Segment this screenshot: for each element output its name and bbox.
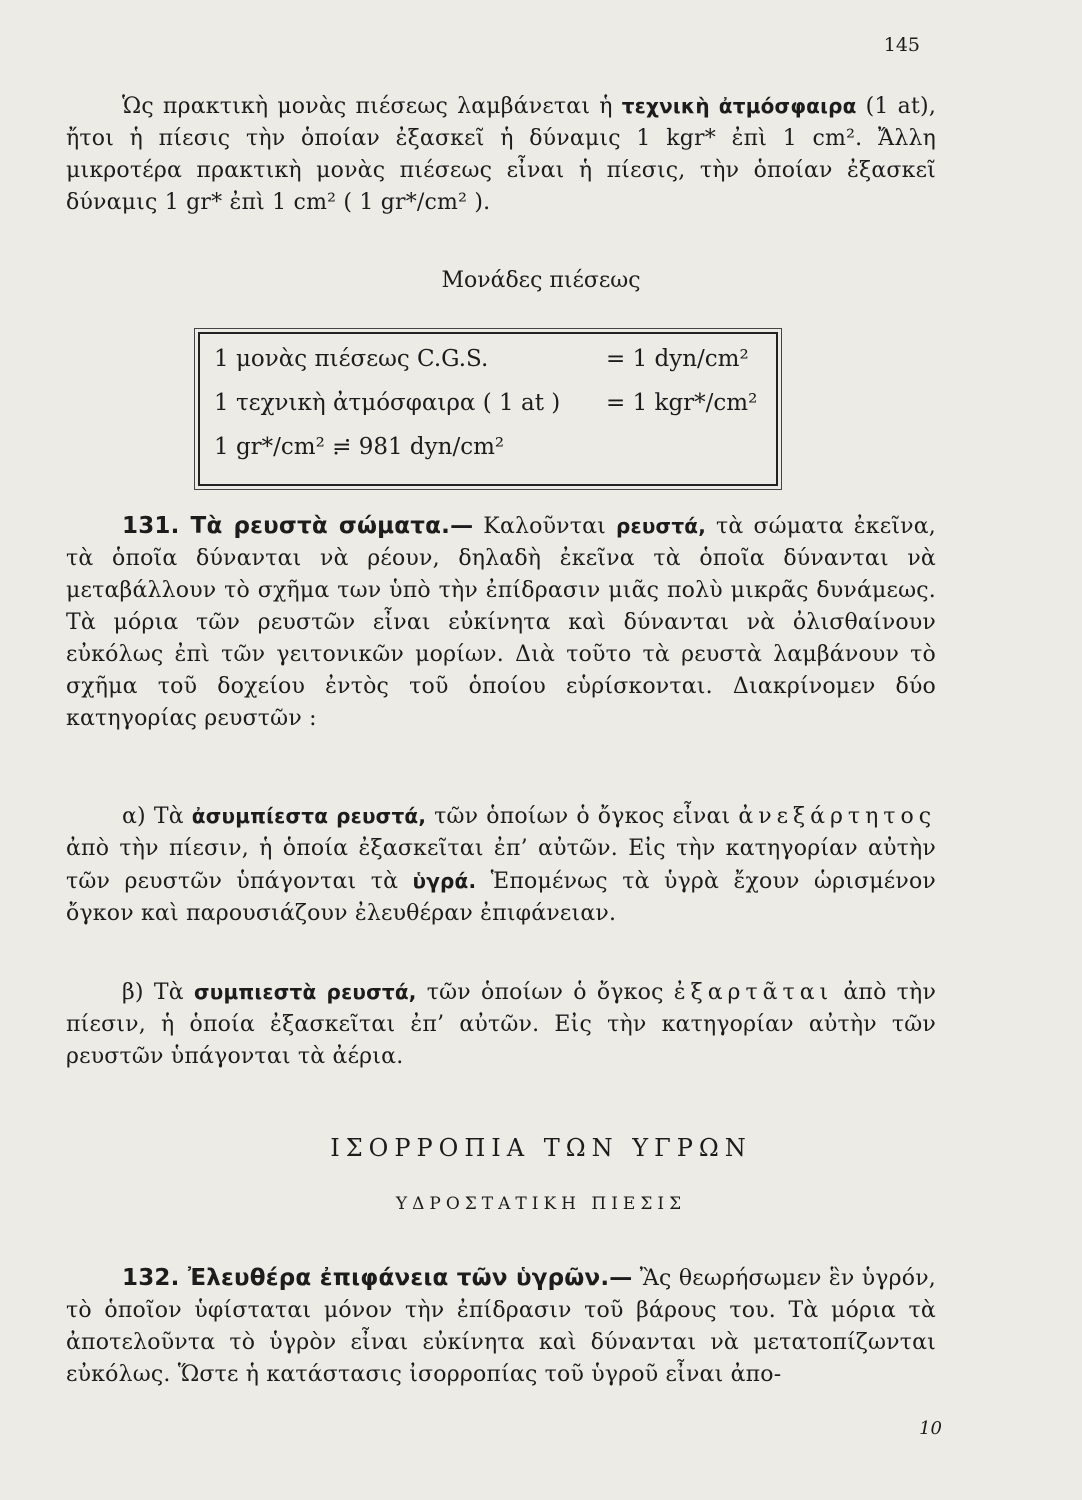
item-b-text-2: τῶν ὁποίων ὁ ὄγκος [416, 980, 674, 1005]
section-131-text-1: Καλοῦνται [473, 514, 616, 539]
item-a-term-incompressible: ἀσυμπίεστα ρευστά, [191, 804, 427, 828]
item-b-paragraph [66, 976, 936, 1073]
intro-term-technical-atmosphere: τεχνικὴ ἀτμόσφαιρα [621, 94, 857, 118]
units-row-cgs: 1 μονὰς πιέσεως C.G.S. [214, 346, 489, 372]
section-131-paragraph [66, 510, 936, 735]
item-b-text-3: ἀπὸ τὴν πίεσιν, ἡ ὁποία ἐξασκεῖται ἐπ’ αὐτῶν. Εἰς τὴν κατηγορίαν αὐτὴν τῶν ρευστῶν ὑπάγονται τὰ ἀέρια. [66, 980, 937, 1069]
intro-paragraph [66, 90, 936, 219]
item-a-text-3: ἀπὸ τὴν πίεσιν, ἡ ὁποία ἐξασκεῖται ἐπ’ αὐτῶν. Εἰς τὴν κατηγορίαν αὐτὴν τῶν ρευστῶν ὑπάγονται τὰ [66, 836, 936, 894]
section-132-text-1: Ἂς θεωρήσωμεν ἓν ὑγρόν, τὸ ὁποῖον ὑφίσταται μόνον τὴν ἐπίδρασιν τοῦ βάρους του. Τὰ μόρια τὰ ἀποτελοῦντα τὸ ὑγρὸν εἶναι εὐκίνητα καὶ δύνανται νὰ μετατοπίζωνται εὐκόλως. Ὥστε ἡ κατάστασις ἰσορροπίας τοῦ ὑγροῦ εἶναι ἀπο- [66, 1266, 936, 1387]
pressure-units-box [198, 332, 778, 486]
item-b-term-compressible: συμπιεστὰ ρευστά, [193, 980, 417, 1004]
item-a-spaced-independent: ἀνεξάρτητος [738, 804, 937, 829]
chapter-subtitle: ΥΔΡΟΣΤΑΤΙΚΗ ΠΙΕΣΙΣ [395, 1194, 687, 1214]
units-row-at: 1 τεχνικὴ ἀτμόσφαιρα ( 1 at ) [214, 390, 561, 416]
units-box-title: Μονάδες πιέσεως [441, 268, 641, 293]
intro-text-2: (1 at), ἤτοι ἡ πίεσις τὴν ὁποίαν ἐξασκεῖ ἡ δύναμις 1 kgr* ἐπὶ 1 cm². Ἄλλη μικροτέρα πρακτικὴ μονὰς πιέσεως εἶναι ἡ πίεσις, τὴν ὁποίαν ἐξασκεῖ δύναμις 1 gr* ἐπὶ 1 cm² ( 1 gr*/cm² ). [66, 94, 937, 215]
item-b-text-1: β) Τὰ [122, 980, 194, 1005]
page-number: 145 [883, 34, 920, 56]
item-a-text-1: α) Τὰ [122, 804, 192, 829]
section-131-text-2: τὰ σώματα ἐκεῖνα, τὰ ὁποῖα δύνανται νὰ ρέουν, δηλαδὴ ἐκεῖνα τὰ ὁποῖα δύνανται νὰ μεταβάλλουν τὸ σχῆμα των ὑπὸ τὴν ἐπίδρασιν μιᾶς πολὺ μικρᾶς δυνάμεως. Τὰ μόρια τῶν ρευστῶν εἶναι εὐκίνητα καὶ δύνανται νὰ ὀλισθαίνουν εὐκόλως ἐπὶ τῶν γειτονικῶν μορίων. Διὰ τοῦτο τὰ ρευστὰ λαμβάνουν τὸ σχῆμα τοῦ δοχείου ἐντὸς τοῦ ὁποίου εὑρίσκονται. Διακρίνομεν δύο κατηγορίας ρευστῶν : [66, 514, 936, 731]
item-a-term-liquids: ὑγρά. [412, 869, 477, 893]
units-row-gr: 1 gr*/cm² ≓ 981 dyn/cm² [214, 434, 505, 460]
section-132-heading: 132. Ἐλευθέρα ἐπιφάνεια τῶν ὑγρῶν.— [122, 1265, 633, 1291]
signature-mark: 10 [919, 1418, 942, 1439]
units-row-at-value: = 1 kgr*/cm² [606, 390, 758, 416]
item-a-text-4: Ἑπομένως τὰ ὑγρὰ ἔχουν ὡρισμένον ὄγκον καὶ παρουσιάζουν ἐλευθέραν ἐπιφάνειαν. [66, 869, 936, 926]
section-131-heading: 131. Τὰ ρευστὰ σώματα.— [122, 513, 474, 539]
item-b-spaced-depends: ἐξαρτᾶται [673, 980, 834, 1005]
section-131-term-fluids: ρευστά, [615, 514, 707, 538]
chapter-title: ΙΣΟΡΡΟΠΙΑ ΤΩΝ ΥΓΡΩΝ [330, 1134, 752, 1162]
item-a-paragraph [66, 800, 936, 930]
item-a-text-2: τῶν ὁποίων ὁ ὄγκος εἶναι [426, 804, 739, 829]
units-row-cgs-value: = 1 dyn/cm² [606, 346, 749, 372]
section-132-paragraph [66, 1262, 936, 1391]
intro-text-1: Ὡς πρακτικὴ μονὰς πιέσεως λαμβάνεται ἡ [122, 94, 622, 119]
